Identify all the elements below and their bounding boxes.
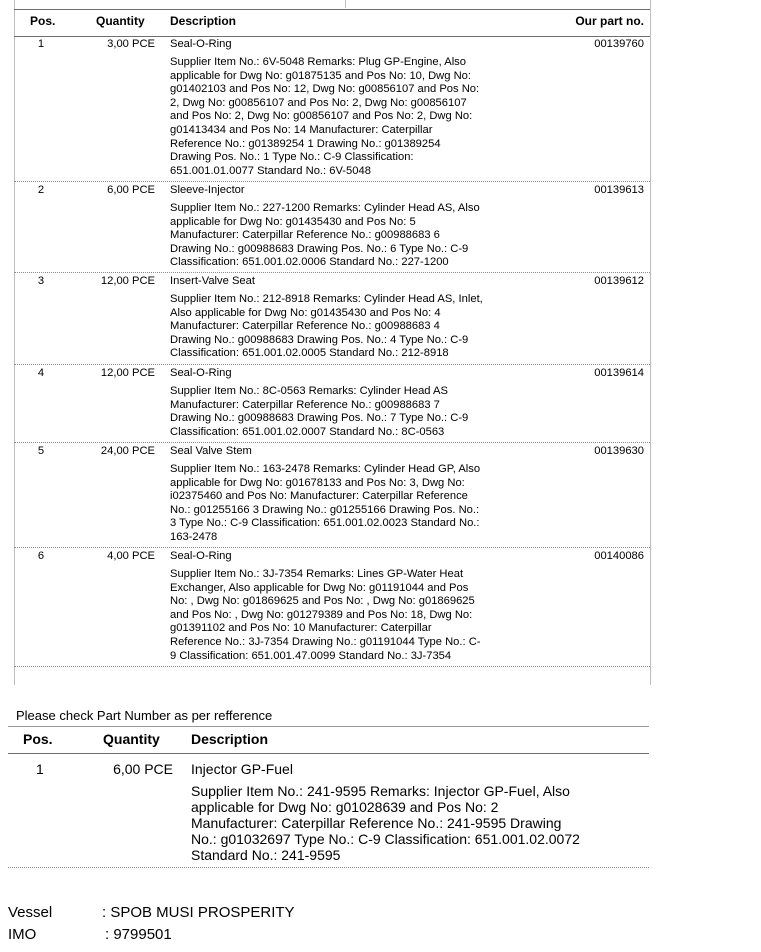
row-details — [170, 463, 505, 545]
row-pos: 5 — [37, 445, 45, 457]
row-pos: 2 — [37, 184, 45, 196]
detail-line: Supplier Item No.: 212-8918 Remarks: Cylinder Head AS, Inlet, — [170, 293, 483, 305]
detail-line: Classification: 651.001.02.0007 Standard No.: 8C-0563 — [170, 425, 445, 438]
detail-line: 9 Classification: 651.001.47.0099 Standard No.: 3J-7354 — [170, 649, 452, 662]
row-description: Seal-O-Ring — [170, 367, 232, 379]
row-pos: 1 — [36, 761, 44, 777]
header-quantity: Quantity — [103, 731, 160, 747]
detail-line: 2, Dwg No: g00856107 and Pos No: 2, Dwg No: g00856107 — [170, 96, 467, 109]
row-description: Insert-Valve Seat — [170, 275, 255, 287]
detail-line: applicable for Dwg No: g01875135 and Pos No: 10, Dwg No: — [170, 69, 472, 82]
detail-line: Classification: 651.001.02.0006 Standard No.: 227-1200 — [170, 256, 449, 269]
detail-line: Manufacturer: Caterpillar Reference No.: g00988683 4 — [170, 320, 440, 333]
header-pos: Pos. — [23, 731, 53, 747]
row-quantity: 12,00 PCE — [100, 367, 155, 379]
table-row — [14, 365, 650, 443]
row-quantity: 4,00 PCE — [107, 550, 155, 562]
detail-line: Supplier Item No.: 6V-5048 Remarks: Plug GP-Engine, Also — [170, 56, 466, 68]
row-details — [170, 56, 505, 178]
header-quantity: Quantity — [96, 14, 145, 28]
detail-line: i02375460 and Pos No: Manufacturer: Caterpillar Reference — [170, 490, 468, 503]
detail-line: Drawing No.: g00988683 Drawing Pos. No.: 7 Type No.: C-9 — [170, 412, 469, 425]
detail-line: 3 Type No.: C-9 Classification: 651.001.02.0023 Standard No.: — [170, 517, 480, 530]
row-pos: 4 — [37, 367, 45, 379]
row-part-no: 00139612 — [594, 275, 644, 287]
table-row — [14, 548, 650, 667]
detail-line: Exchanger, Also applicable for Dwg No: g01191044 and Pos — [170, 581, 469, 594]
imo-value: : 9799501 — [105, 926, 172, 943]
row-part-no: 00139630 — [594, 445, 644, 457]
row-description: Seal Valve Stem — [170, 445, 252, 457]
detail-line: No.: g01032697 Type No.: C-9 Classification: 651.001.02.0072 — [191, 831, 580, 847]
row-quantity: 6,00 PCE — [107, 184, 155, 196]
detail-line: and Pos No: , Dwg No: g01279389 and Pos No: 18, Dwg No: — [170, 608, 473, 621]
header-description: Description — [170, 14, 237, 28]
row-pos: 3 — [37, 275, 45, 287]
header-pos: Pos. — [30, 14, 56, 28]
detail-line: Manufacturer: Caterpillar Reference No.: g00988683 7 — [170, 398, 440, 411]
top-table-header — [14, 9, 650, 37]
row-quantity: 24,00 PCE — [100, 445, 155, 457]
detail-line: No: , Dwg No: g01869625 and Pos No: , Dwg No: g01869625 — [170, 595, 475, 608]
detail-line: Standard No.: 241-9595 — [191, 847, 341, 863]
detail-line: Supplier Item No.: 227-1200 Remarks: Cylinder Head AS, Also — [170, 202, 480, 214]
row-details — [170, 202, 505, 270]
vessel-value: : SPOB MUSI PROSPERITY — [102, 904, 295, 921]
row-part-no: 00139614 — [594, 367, 644, 379]
table-row — [14, 36, 650, 182]
row-quantity: 6,00 PCE — [113, 761, 173, 777]
detail-line: applicable for Dwg No: g01435430 and Pos No: 5 — [170, 215, 416, 228]
bottom-table-header — [8, 726, 649, 754]
row-part-no: 00139613 — [594, 184, 644, 196]
vessel-label: Vessel — [8, 904, 53, 921]
detail-line: g01391102 and Pos No: 10 Manufacturer: Caterpillar — [170, 622, 432, 635]
detail-line: Supplier Item No.: 163-2478 Remarks: Cylinder Head GP, Also — [170, 463, 481, 475]
row-details — [170, 293, 505, 361]
table-row — [8, 753, 649, 868]
detail-line: Supplier Item No.: 8C-0563 Remarks: Cylinder Head AS — [170, 385, 448, 397]
row-part-no: 00139760 — [594, 38, 644, 50]
table-row — [14, 182, 650, 273]
imo-label: IMO — [8, 926, 37, 943]
detail-line: Reference No.: 3J-7354 Drawing No.: g01191044 Type No.: C- — [170, 635, 481, 648]
detail-line: Drawing No.: g00988683 Drawing Pos. No.: 6 Type No.: C-9 — [170, 242, 469, 255]
detail-line: Manufacturer: Caterpillar Reference No.: 241-9595 Drawing — [191, 815, 562, 831]
detail-line: Supplier Item No.: 241-9595 Remarks: Injector GP-Fuel, Also — [191, 783, 570, 799]
detail-line: Drawing Pos. No.: 1 Type No.: C-9 Classification: — [170, 151, 414, 164]
row-part-no: 00140086 — [594, 550, 644, 562]
detail-line: Reference No.: g01389254 1 Drawing No.: g01389254 — [170, 137, 441, 150]
detail-line: Supplier Item No.: 3J-7354 Remarks: Lines GP-Water Heat — [170, 568, 464, 580]
row-pos: 1 — [37, 38, 45, 50]
detail-line: Manufacturer: Caterpillar Reference No.: g00988683 6 — [170, 229, 440, 242]
row-description: Seal-O-Ring — [170, 550, 232, 562]
row-pos: 6 — [37, 550, 45, 562]
detail-line: Also applicable for Dwg No: g01435430 and Pos No: 4 — [170, 306, 441, 319]
detail-line: 651.001.01.0077 Standard No.: 6V-5048 — [170, 164, 371, 177]
header-part-no: Our part no. — [575, 14, 644, 28]
detail-line: 163-2478 — [170, 530, 218, 543]
detail-line: g01413434 and Pos No: 14 Manufacturer: Caterpillar — [170, 123, 433, 136]
header-description: Description — [191, 731, 269, 747]
table-row — [14, 443, 650, 548]
detail-line: applicable for Dwg No: g01028639 and Pos No: 2 — [191, 799, 499, 815]
row-details — [191, 783, 580, 863]
row-details — [170, 385, 505, 439]
detail-line: No.: g01255166 3 Drawing No.: g01255166 Drawing Pos. No.: — [170, 503, 480, 516]
column-tick — [345, 0, 346, 8]
detail-line: applicable for Dwg No: g01678133 and Pos No: 3, Dwg No: — [170, 476, 465, 489]
detail-line: and Pos No: 2, Dwg No: g00856107 and Pos No: 2, Dwg No: — [170, 110, 473, 123]
row-description: Injector GP-Fuel — [191, 761, 293, 777]
detail-line: g01402103 and Pos No: 12, Dwg No: g00856107 and Pos No: — [170, 83, 480, 96]
part-number-note: Please check Part Number as per refference — [16, 708, 273, 723]
detail-line: Classification: 651.001.02.0005 Standard No.: 212-8918 — [170, 347, 449, 360]
row-quantity: 12,00 PCE — [100, 275, 155, 287]
row-quantity: 3,00 PCE — [107, 38, 155, 50]
row-description: Seal-O-Ring — [170, 38, 232, 50]
detail-line: Drawing No.: g00988683 Drawing Pos. No.: 4 Type No.: C-9 — [170, 333, 469, 346]
table-row — [14, 273, 650, 365]
row-description: Sleeve-Injector — [170, 184, 245, 196]
row-details — [170, 568, 505, 663]
